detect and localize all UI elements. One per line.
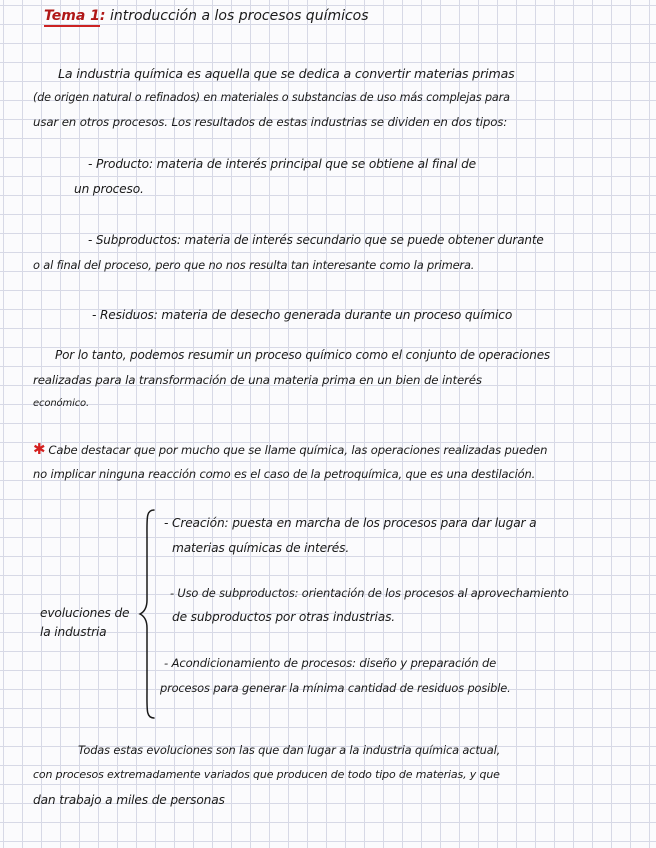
conclusion-line-1: Todas estas evoluciones son las que dan lugar a la industria química actual, [78,743,501,757]
title-text: introducción a los procesos químicos [109,8,369,24]
conclusion-line-3: dan trabajo a miles de personas [33,793,225,807]
evolution-creacion-line-2: materias químicas de interés. [172,541,350,555]
title-colon: : [99,8,106,24]
evolutions-label-line-2: la industria [40,625,107,639]
subproducto-line-2: o al final del proceso, pero que no nos resulta tan interesante como la primera. [33,258,475,272]
evolution-subproductos-line-2: de subproductos por otras industrias. [172,610,395,624]
evolution-acondicionamiento-line-1: - Acondicionamiento de procesos: diseño y preparación de [164,656,497,670]
note-line-2: no implicar ninguna reacción como es el caso de la petroquímica, que es una destilación. [33,467,536,481]
title-topic-number: Tema 1 [44,8,100,27]
residuos-line: - Residuos: materia de desecho generada durante un proceso químico [92,308,513,322]
curly-brace [138,508,158,720]
note-text-1: Cabe destacar que por mucho que se llame química, las operaciones realizadas pueden [48,443,548,457]
subproducto-line-1: - Subproductos: materia de interés secundario que se puede obtener durante [88,233,544,247]
definition-line-3: económico. [33,398,90,409]
intro-line-3: usar en otros procesos. Los resultados de estas industrias se dividen en dos tipos: [33,115,508,129]
intro-line-2: (de origen natural o refinados) en materiales o substancias de uso más complejas para [33,91,510,104]
definition-line-1: Por lo tanto, podemos resumir un proceso químico como el conjunto de operaciones [55,348,551,362]
page-title [44,8,369,24]
conclusion-line-2: con procesos extremadamente variados que producen de todo tipo de materias, y que [33,768,500,781]
evolutions-label-line-1: evoluciones de [40,606,130,620]
evolution-creacion-line-1: - Creación: puesta en marcha de los procesos para dar lugar a [164,516,537,530]
asterisk-icon: ✱ [33,440,46,458]
evolutions-label [40,604,129,642]
note-line-1 [33,440,547,458]
producto-line-1: - Producto: materia de interés principal que se obtiene al final de [88,157,477,171]
evolution-acondicionamiento-line-2: procesos para generar la mínima cantidad de residuos posible. [160,681,511,695]
producto-line-2: un proceso. [74,182,144,196]
evolution-subproductos-line-1: - Uso de subproductos: orientación de los procesos al aprovechamiento [170,586,569,600]
definition-line-2: realizadas para la transformación de una materia prima en un bien de interés [33,373,482,387]
intro-line-1: La industria química es aquella que se dedica a convertir materias primas [58,66,515,81]
